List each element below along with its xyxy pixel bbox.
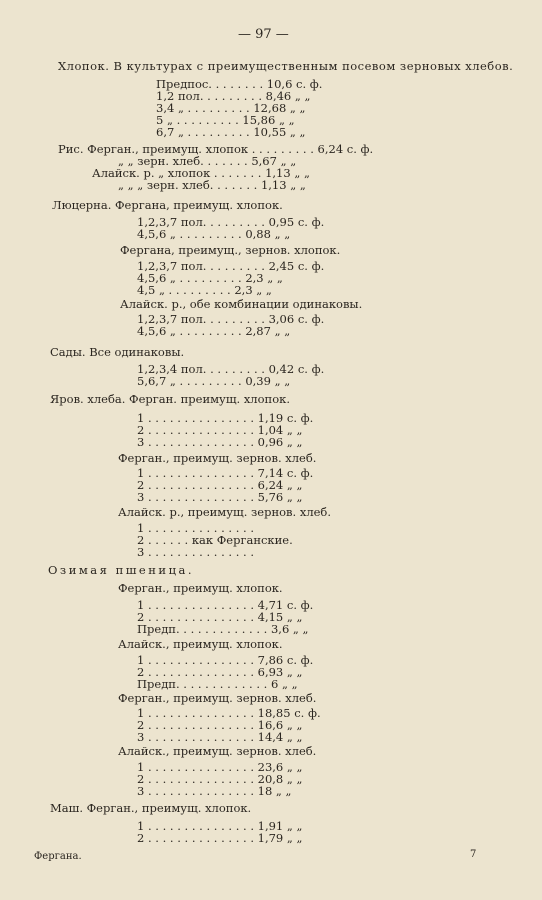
- line-12: 1,2,3,7 пол. . . . . . . . . 0,95 с. ф.: [137, 215, 325, 229]
- line-33: 1 . . . . . . . . . . . . . . .: [137, 521, 254, 535]
- line-43: 2 . . . . . . . . . . . . . . . 6,93 „ „: [137, 665, 303, 679]
- line-49: Алайск., преимущ. зернов. хлеб.: [118, 744, 317, 758]
- line-47: 2 . . . . . . . . . . . . . . . 16,6 „ „: [137, 718, 303, 732]
- line-29: 1 . . . . . . . . . . . . . . . 7,14 с. ф.: [137, 466, 314, 480]
- footer-left: Фергана.: [34, 851, 82, 862]
- line-23: 5,6,7 „ . . . . . . . . . 0,39 „ „: [137, 374, 291, 388]
- line-24: Яров. хлеба. Ферган. преимущ. хлопок.: [50, 392, 290, 406]
- line-53: Маш. Ферган., преимущ. хлопок.: [50, 801, 252, 815]
- line-37: Ферган., преимущ. хлопок.: [118, 581, 283, 595]
- line-13: 4,5,6 „ . . . . . . . . . 0,88 „ „: [137, 227, 291, 241]
- line-4: 3,4 „ . . . . . . . . . 12,68 „ „: [156, 101, 306, 115]
- line-21: Сады. Все одинаковы.: [50, 345, 185, 359]
- line-15: 1,2,3,7 пол. . . . . . . . . 2,45 с. ф.: [137, 259, 325, 273]
- line-2: Предпос. . . . . . . . 10,6 с. ф.: [156, 77, 323, 91]
- line-50: 1 . . . . . . . . . . . . . . . 23,6 „ „: [137, 760, 303, 774]
- line-41: Алайск., преимущ. хлопок.: [118, 637, 283, 651]
- line-19: 1,2,3,7 пол. . . . . . . . . 3,06 с. ф.: [137, 312, 325, 326]
- line-26: 2 . . . . . . . . . . . . . . . 1,04 „ „: [137, 423, 303, 437]
- line-40: Предп. . . . . . . . . . . . . 3,6 „ „: [137, 622, 309, 636]
- line-6: 6,7 „ . . . . . . . . . 10,55 „ „: [156, 125, 306, 139]
- line-54: 1 . . . . . . . . . . . . . . . 1,91 „ „: [137, 819, 303, 833]
- line-30: 2 . . . . . . . . . . . . . . . 6,24 „ „: [137, 478, 303, 492]
- line-45: Ферган., преимущ. зернов. хлеб.: [118, 691, 317, 705]
- line-38: 1 . . . . . . . . . . . . . . . 4,71 с. ф.: [137, 598, 314, 612]
- line-8: „ „ зерн. хлеб. . . . . . . 5,67 „ „: [118, 154, 297, 168]
- line-46: 1 . . . . . . . . . . . . . . . 18,85 с. ф.: [137, 706, 321, 720]
- line-14: Фергана, преимущ., зернов. хлопок.: [120, 243, 341, 257]
- line-3: 1,2 пол. . . . . . . . . 8,46 „ „: [156, 89, 311, 103]
- line-42: 1 . . . . . . . . . . . . . . . 7,86 с. ф.: [137, 653, 314, 667]
- line-55: 2 . . . . . . . . . . . . . . . 1,79 „ „: [137, 831, 303, 845]
- line-39: 2 . . . . . . . . . . . . . . . 4,15 „ „: [137, 610, 303, 624]
- line-5: 5 „ . . . . . . . . . 15,86 „ „: [156, 113, 295, 127]
- line-35: 3 . . . . . . . . . . . . . . .: [137, 545, 254, 559]
- line-10: „ „ „ зерн. хлеб. . . . . . . 1,13 „ „: [118, 178, 306, 192]
- line-32: Алайск. р., преимущ. зернов. хлеб.: [118, 505, 332, 519]
- page-number: — 97 —: [238, 27, 289, 42]
- line-28: Ферган., преимущ. зернов. хлеб.: [118, 451, 317, 465]
- line-22: 1,2,3,4 пол. . . . . . . . . 0,42 с. ф.: [137, 362, 325, 376]
- line-31: 3 . . . . . . . . . . . . . . . 5,76 „ „: [137, 490, 303, 504]
- footer-right: 7: [470, 849, 477, 860]
- line-27: 3 . . . . . . . . . . . . . . . 0,96 „ „: [137, 435, 303, 449]
- line-1: Хлопок. В культурах с преимущественным посевом зерновых хлебов.: [58, 59, 514, 73]
- line-17: 4,5 „ . . . . . . . . . 2,3 „ „: [137, 283, 272, 297]
- line-20: 4,5,6 „ . . . . . . . . . 2,87 „ „: [137, 324, 291, 338]
- line-11: Люцерна. Фергана, преимущ. хлопок.: [52, 198, 283, 212]
- line-48: 3 . . . . . . . . . . . . . . . 14,4 „ „: [137, 730, 303, 744]
- line-7: Рис. Ферган., преимущ. хлопок . . . . . . . . . 6,24 с. ф.: [58, 142, 374, 156]
- line-25: 1 . . . . . . . . . . . . . . . 1,19 с. ф.: [137, 411, 314, 425]
- line-18: Алайск. р., обе комбинации одинаковы.: [120, 297, 363, 311]
- line-44: Предп. . . . . . . . . . . . . 6 „ „: [137, 677, 298, 691]
- line-52: 3 . . . . . . . . . . . . . . . 18 „ „: [137, 784, 292, 798]
- line-16: 4,5,6 „ . . . . . . . . . 2,3 „ „: [137, 271, 283, 285]
- line-9: Алайск. р. „ хлопок . . . . . . . 1,13 „ „: [92, 166, 310, 180]
- line-34: 2 . . . . . . как Ферганские.: [137, 533, 293, 547]
- line-51: 2 . . . . . . . . . . . . . . . 20,8 „ „: [137, 772, 303, 786]
- line-36: Озимая пшеница.: [48, 563, 194, 577]
